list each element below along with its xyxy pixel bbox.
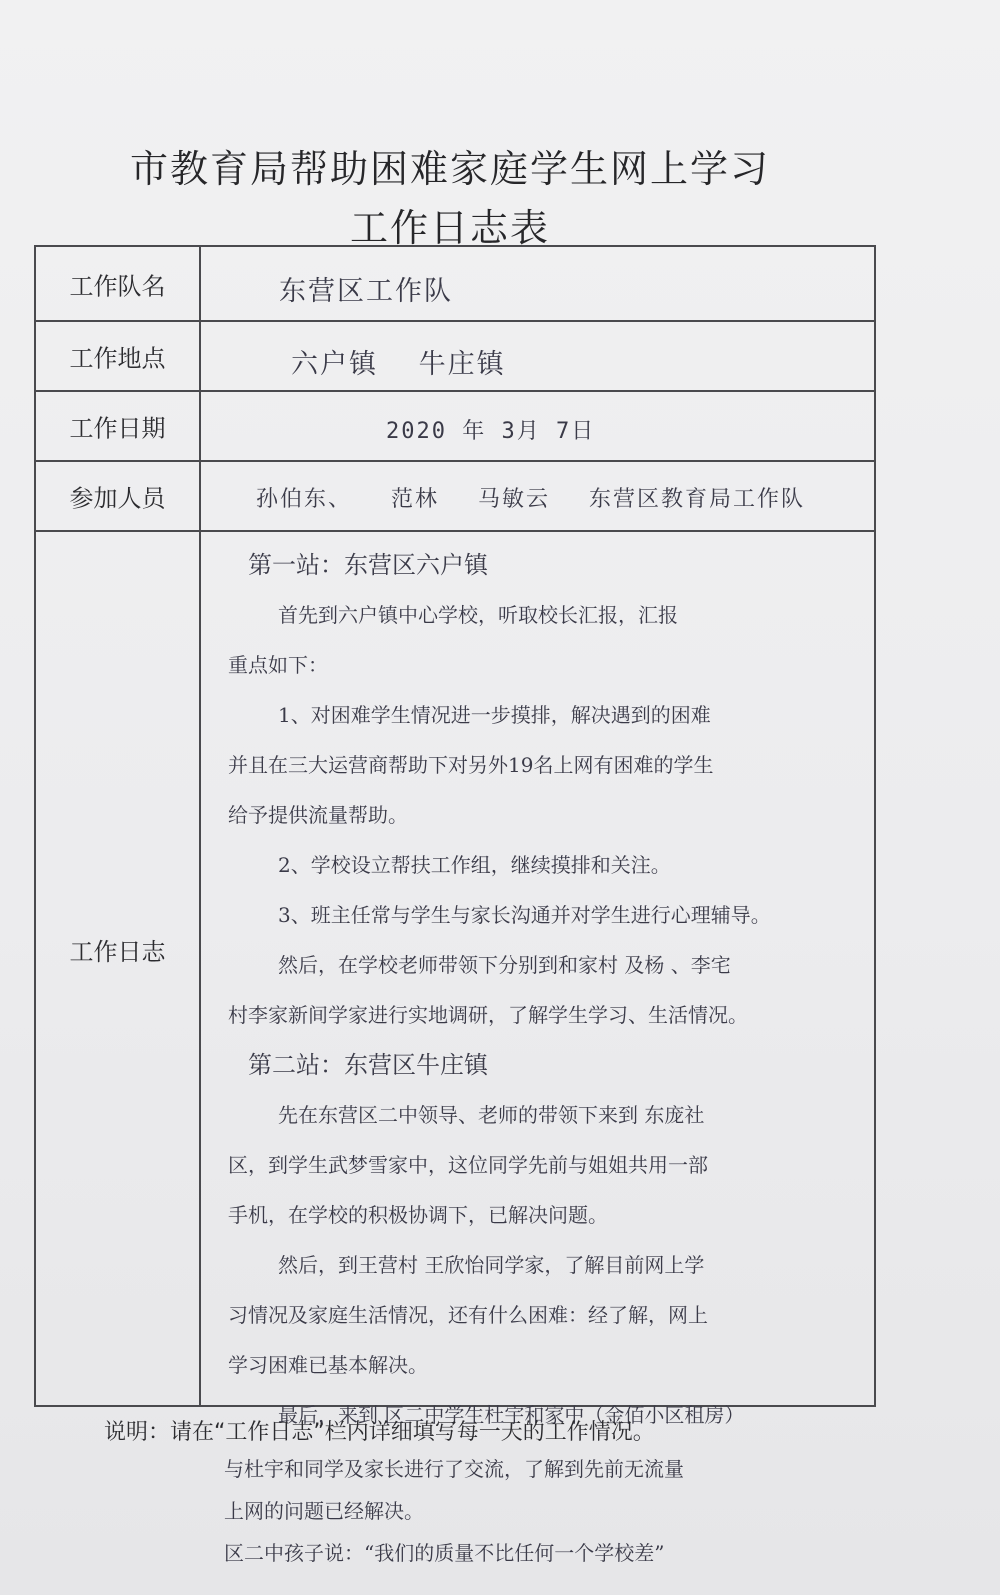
row-participants	[36, 462, 874, 532]
work-log-content	[228, 540, 873, 1440]
participants-label: 参加人员	[69, 484, 166, 513]
column-divider	[199, 247, 201, 320]
row-work-date	[36, 392, 874, 462]
log-line: 习情况及家庭生活情况，还有什么困难：经了解，网上	[228, 1303, 708, 1327]
work-location-label: 工作地点	[69, 344, 166, 373]
footer-line: 上网的问题已经解决。	[224, 1499, 424, 1523]
log-line: 给予提供流量帮助。	[228, 803, 408, 827]
work-log-form	[34, 245, 876, 1427]
team-name-value: 东营区工作队	[279, 276, 453, 307]
row-work-log	[36, 532, 874, 1427]
log-line: 村李家新间学家进行实地调研，了解学生学习、生活情况。	[228, 1003, 748, 1027]
log-line: 并且在三大运营商帮助下对另外19名上网有困难的学生	[228, 753, 714, 777]
log-line: 1、对困难学生情况进一步摸排，解决遇到的困难	[278, 703, 711, 727]
column-divider	[199, 462, 201, 530]
work-date-value: 2020 年 3月 7日	[386, 419, 596, 444]
work-log-label: 工作日志	[69, 938, 166, 966]
log-line: 区，到学生武梦雪家中，这位同学先前与姐姐共用一部	[228, 1153, 708, 1177]
column-divider	[199, 322, 201, 390]
log-line: 2、学校设立帮扶工作组，继续摸排和关注。	[278, 853, 671, 877]
log-line: 然后，到王营村 王欣怡同学家，了解目前网上学	[278, 1253, 705, 1277]
log-line: 第一站：东营区六户镇	[248, 551, 488, 579]
form-subtitle: 工作日志表	[349, 206, 550, 250]
footer-handwriting	[224, 1448, 884, 1574]
log-line: 然后，在学校老师带领下分别到和家村 及杨 、李宅	[278, 953, 731, 977]
column-divider	[199, 392, 201, 460]
log-line: 首先到六户镇中心学校，听取校长汇报，汇报	[278, 603, 678, 627]
team-name-label: 工作队名	[69, 272, 166, 300]
log-line: 重点如下：	[228, 653, 328, 677]
row-team-name	[36, 247, 874, 322]
log-line: 学习困难已基本解决。	[228, 1353, 428, 1377]
log-line: 3、班主任常与学生与家长沟通并对学生进行心理辅导。	[278, 903, 771, 927]
footer-line: 与杜宇和同学及家长进行了交流，了解到先前无流量	[224, 1457, 684, 1481]
row-work-location	[36, 322, 874, 392]
column-divider	[199, 532, 201, 1407]
log-line: 最后，来到 区二中学生杜宇和家中（金佰小区租房）	[278, 1403, 745, 1427]
log-line: 第二站：东营区牛庄镇	[248, 1051, 488, 1079]
participants-value: 孙伯东、 范林 马敏云 东营区教育局工作队	[256, 487, 805, 512]
log-line: 先在东营区二中领导、老师的带领下来到 东庞社	[278, 1103, 705, 1127]
work-location-value: 六户镇 牛庄镇	[291, 349, 506, 380]
work-date-label: 工作日期	[69, 414, 166, 443]
footer-line: 区二中孩子说：“我们的质量不比任何一个学校差”	[224, 1541, 665, 1565]
form-title: 市教育局帮助困难家庭学生网上学习	[129, 147, 770, 191]
instruction-note: 说明：请在“工作日志”栏内详细填写每一天的工作情况。	[104, 1420, 655, 1445]
log-line: 手机，在学校的积极协调下，已解决问题。	[228, 1203, 608, 1227]
